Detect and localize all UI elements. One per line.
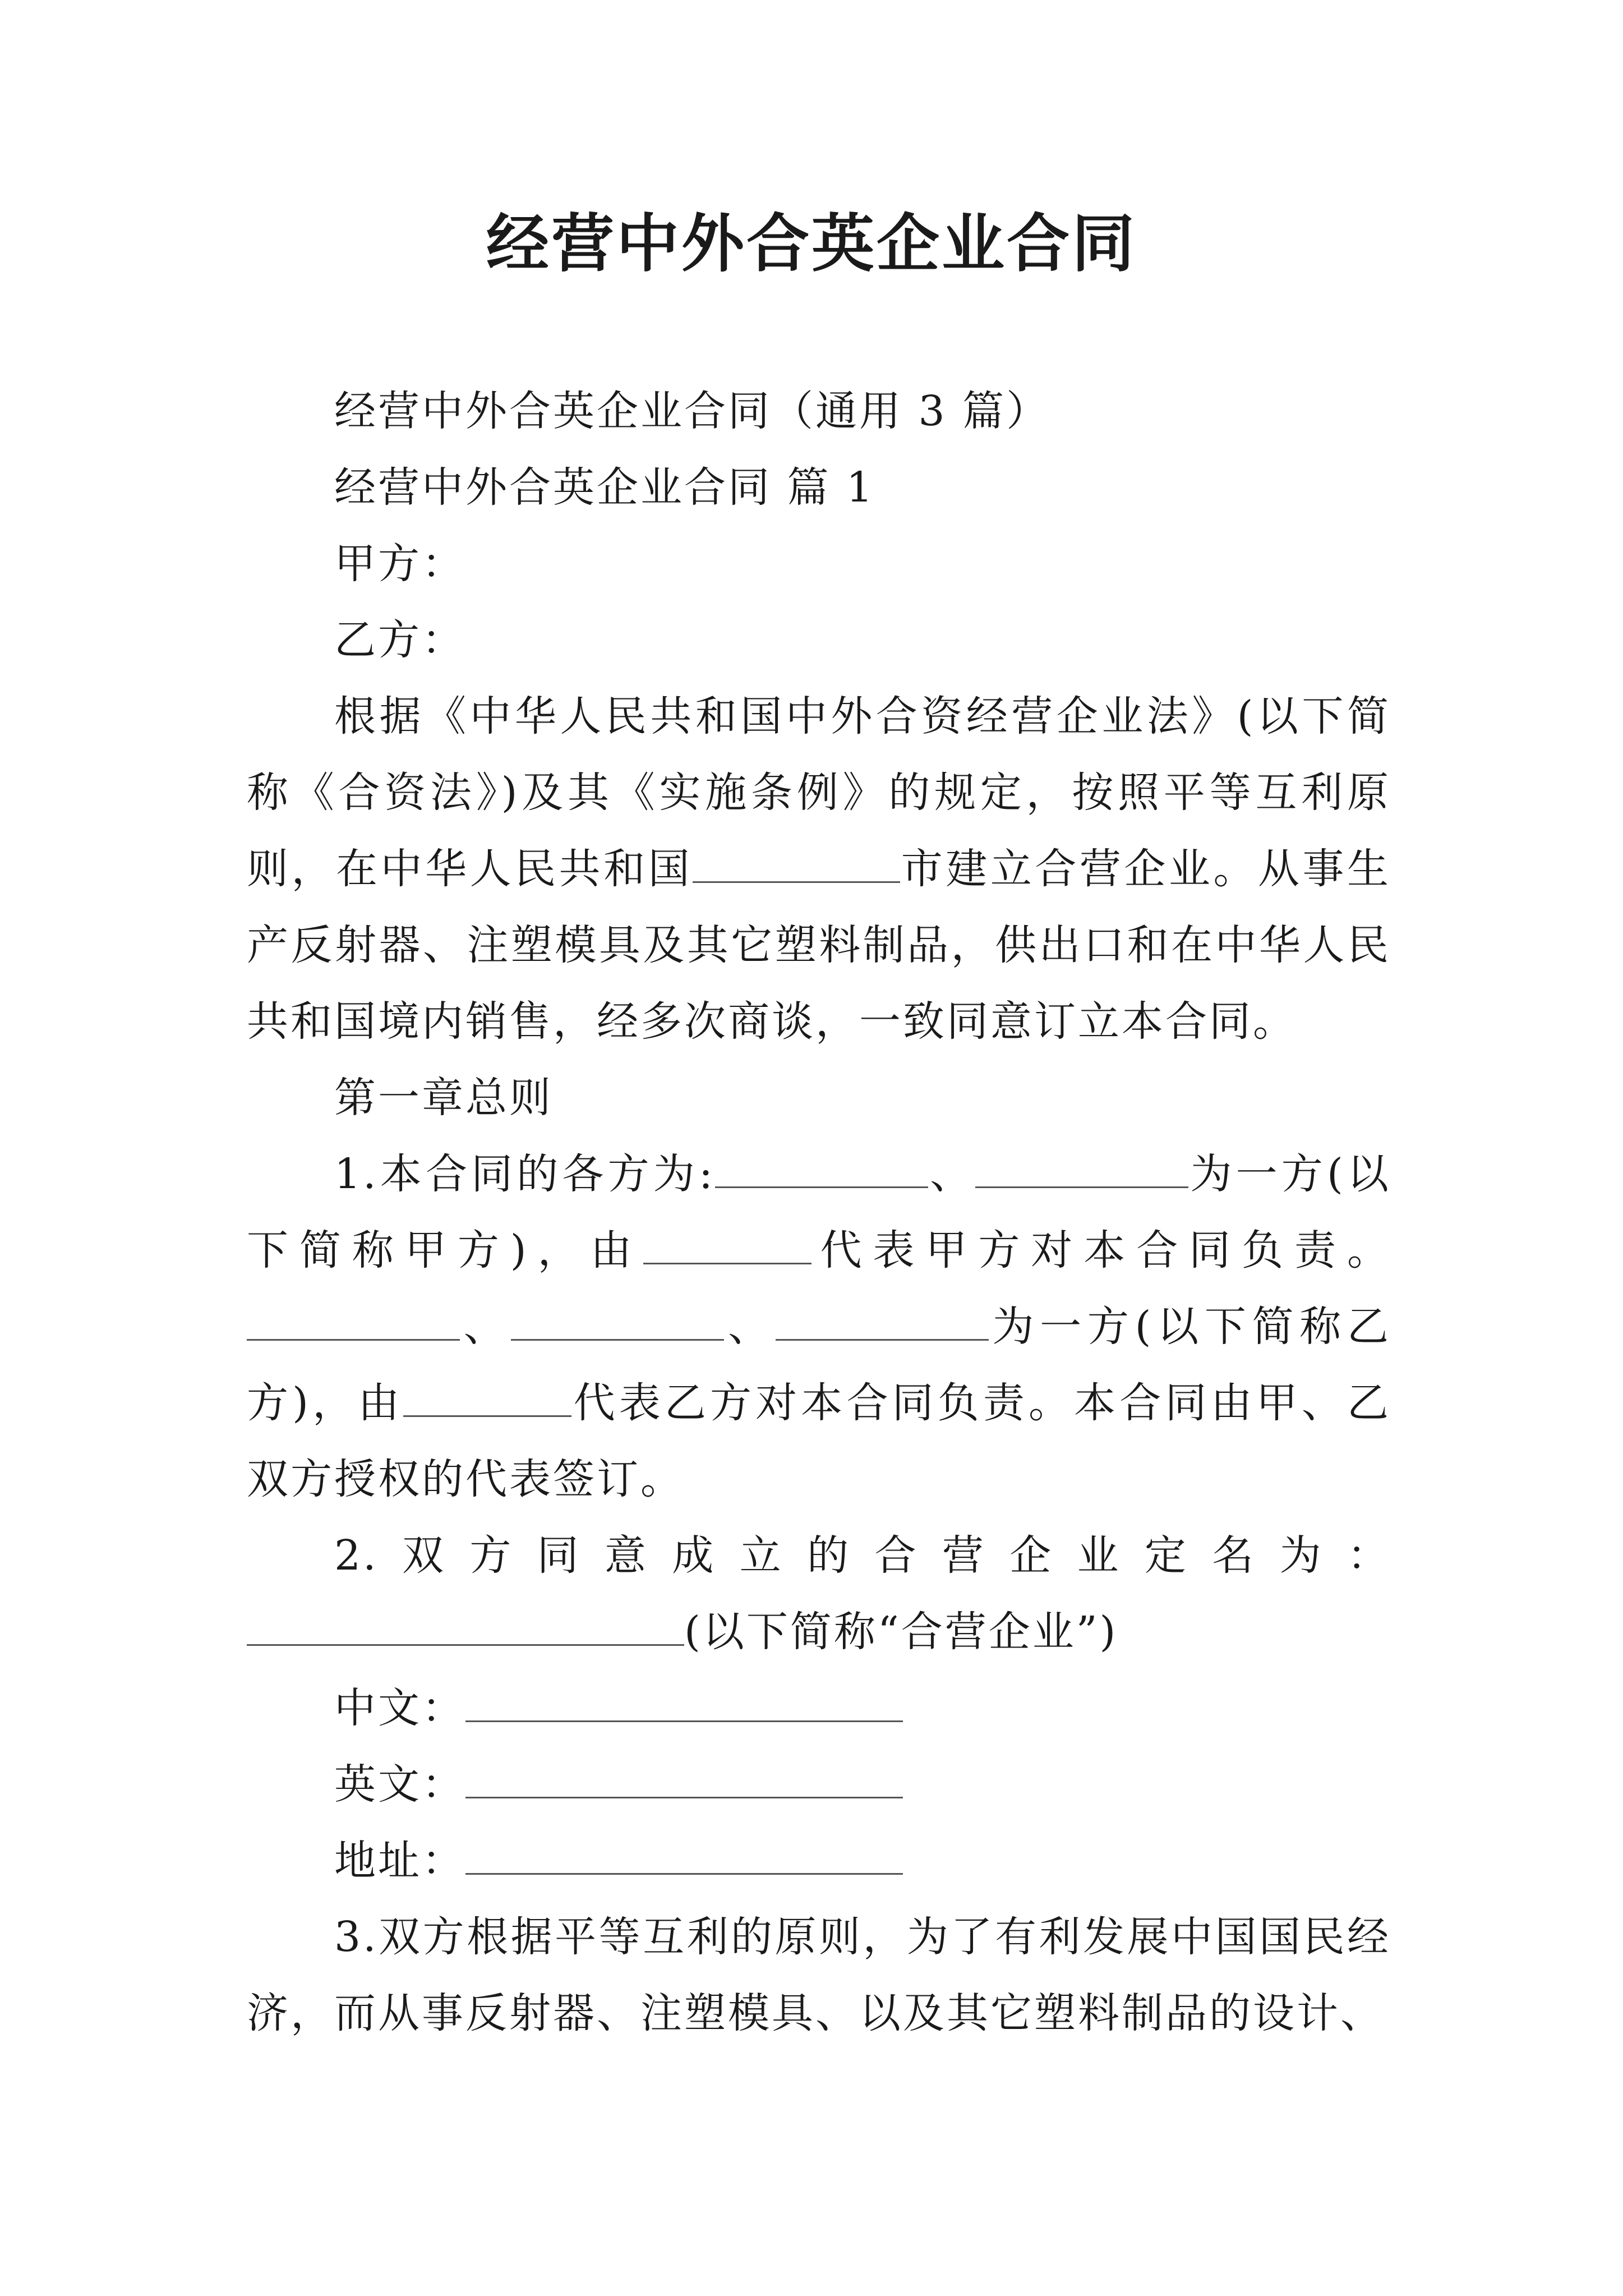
document-body (247, 373, 1391, 2051)
english-name-label: 英文： (334, 1760, 465, 1809)
chapter-heading-line (247, 1060, 1391, 1136)
chinese-name-label: 中文： (334, 1684, 465, 1732)
chinese-name-line (247, 1670, 1391, 1746)
clause-1-text-b: 、 (928, 1150, 976, 1198)
part-heading-line (247, 449, 1391, 526)
party-a-line (247, 526, 1391, 602)
clause-3-text: 3.双方根据平等互利的原则，为了有利发展中国国民经济，而从事反射器、注塑模具、以及其它塑料制品的设计、 (247, 1913, 1391, 2037)
chinese-name-blank (465, 1681, 903, 1722)
party-b-name-blank-3 (776, 1300, 989, 1341)
subtitle-text: 经营中外合英企业合同（通用 3 篇） (334, 387, 1050, 435)
clause-2-text-a: 2.双方同意成立的合营企业定名为： (334, 1531, 1391, 1580)
address-label: 地址： (334, 1837, 465, 1885)
document-title: 经营中外合英企业合同 (486, 207, 1137, 280)
english-name-blank (465, 1757, 903, 1798)
clause-1-text-a: 1.本合同的各方为: (334, 1150, 715, 1198)
clause-2-paragraph (247, 1517, 1391, 1670)
party-a-name-blank-2 (975, 1147, 1188, 1188)
chapter-heading-text: 第一章总则 (334, 1074, 553, 1122)
party-b-name-blank-2 (511, 1300, 724, 1341)
party-b-representative-blank (403, 1376, 571, 1417)
address-blank (465, 1834, 903, 1875)
party-a-label: 甲方： (334, 540, 465, 588)
city-blank (693, 842, 900, 883)
clause-1-paragraph (247, 1136, 1391, 1517)
party-b-label: 乙方： (334, 616, 465, 664)
party-a-representative-blank (643, 1223, 811, 1264)
clause-1-text-f: 、 (724, 1303, 776, 1351)
clause-2-text-b: (以下简称“合营企业”) (684, 1608, 1118, 1656)
clause-1-text-c: 为一方(以下简称甲方)，由 (247, 1150, 1391, 1274)
clause-1-text-g: 为一方(以下简称乙方)，由 (247, 1303, 1391, 1427)
joint-venture-name-blank (247, 1605, 684, 1646)
clause-1-text-d: 代表甲方对本合同负责。 (811, 1226, 1391, 1274)
english-name-line (247, 1746, 1391, 1823)
party-a-name-blank-1 (715, 1147, 928, 1188)
address-line (247, 1823, 1391, 1899)
clause-1-text-e: 、 (460, 1303, 511, 1351)
clause-3-paragraph (247, 1899, 1391, 2051)
intro-paragraph (247, 678, 1391, 1060)
clause-1-text-h: 代表乙方对本合同负责。本合同由甲、乙双方授权的代表签订。 (247, 1379, 1391, 1503)
party-b-name-blank-1 (247, 1300, 460, 1341)
intro-text-2: 市建立合营企业。从事生产反射器、注塑模具及其它塑料制品，供出口和在中华人民共和国境内销售，经多次商谈，一致同意订立本合同。 (247, 845, 1391, 1046)
intro-text-1: 根据《中华人民共和国中外合资经营企业法》(以下简称《合资法》)及其《实施条例》的规定，按照平等互利原则，在中华人民共和国 (247, 692, 1391, 893)
party-b-line (247, 602, 1391, 678)
subtitle-line (247, 373, 1391, 449)
part-heading-text: 经营中外合英企业合同 篇 1 (334, 463, 875, 512)
